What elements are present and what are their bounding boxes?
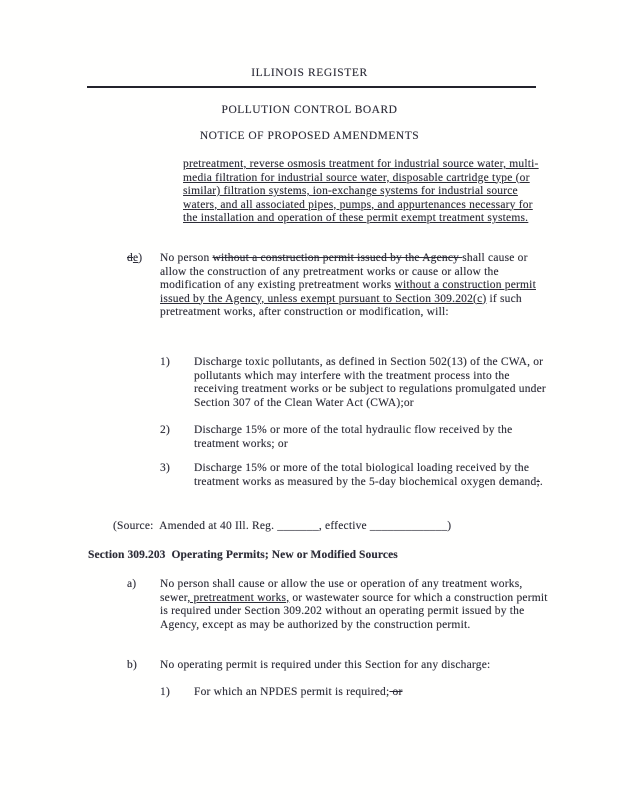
source-note: (Source: Amended at 40 Ill. Reg. _______, effective _____________) [113, 520, 452, 532]
subsection-d-label: de) [127, 252, 143, 264]
notice-title: NOTICE OF PROPOSED AMENDMENTS [199, 130, 420, 142]
subsection-a-label: a) [127, 578, 137, 590]
subsection-a-text: No person shall cause or allow the use or operation of any treatment works, sewer, pretreatment works, or wastewater source for which a construction permit is required under Section 309.202 without an operating permit issued by the Agency, except as may be authorized by the construction permit. [160, 578, 548, 631]
continuation-paragraph: pretreatment, reverse osmosis treatment for industrial source water, multi-media filtration for industrial source water, disposable cartridge type (or similar) filtration systems, ion-exchange systems for industrial source waters, and all associated pipes, pumps, and appurtenances necessary for the installation and operation of these permit exempt treatment systems. [183, 158, 539, 224]
subsection-b-label: b) [127, 659, 137, 671]
subsection-b-item-1-label: 1) [160, 686, 170, 698]
section-heading: Section 309.203 Operating Permits; New or Modified Sources [88, 549, 398, 561]
list-item-2-text: Discharge 15% or more of the total hydraulic flow received by the treatment works; or [194, 424, 513, 450]
subsection-d-text: No person without a construction permit issued by the Agency shall cause or allow the construction of any pretreatment works or cause or allow the modification of any existing pretreatment works without a construction permit issued by the Agency, unless exempt pursuant to Section 309.202(c) if such pretreatment works, after construction or modification, will: [160, 252, 536, 318]
subsection-b-text: No operating permit is required under this Section for any discharge: [160, 659, 491, 671]
list-item-1-label: 1) [160, 356, 170, 368]
header-rule [87, 86, 536, 88]
list-item-2-label: 2) [160, 424, 170, 436]
list-item-1-text: Discharge toxic pollutants, as defined in Section 502(13) of the CWA, or pollutants which may interfere with the treatment process into the receiving treatment works or be subject to regulations promulgated under Section 307 of the Clean Water Act (CWA);or [194, 356, 546, 409]
list-item-3-text: Discharge 15% or more of the total biological loading received by the treatment works as measured by the 5-day biochemical oxygen demand;. [194, 462, 543, 488]
subsection-b-item-1-text: For which an NPDES permit is required; or [194, 686, 403, 698]
board-title: POLLUTION CONTROL BOARD [221, 104, 398, 116]
list-item-3-label: 3) [160, 462, 170, 474]
register-title: ILLINOIS REGISTER [251, 67, 368, 79]
